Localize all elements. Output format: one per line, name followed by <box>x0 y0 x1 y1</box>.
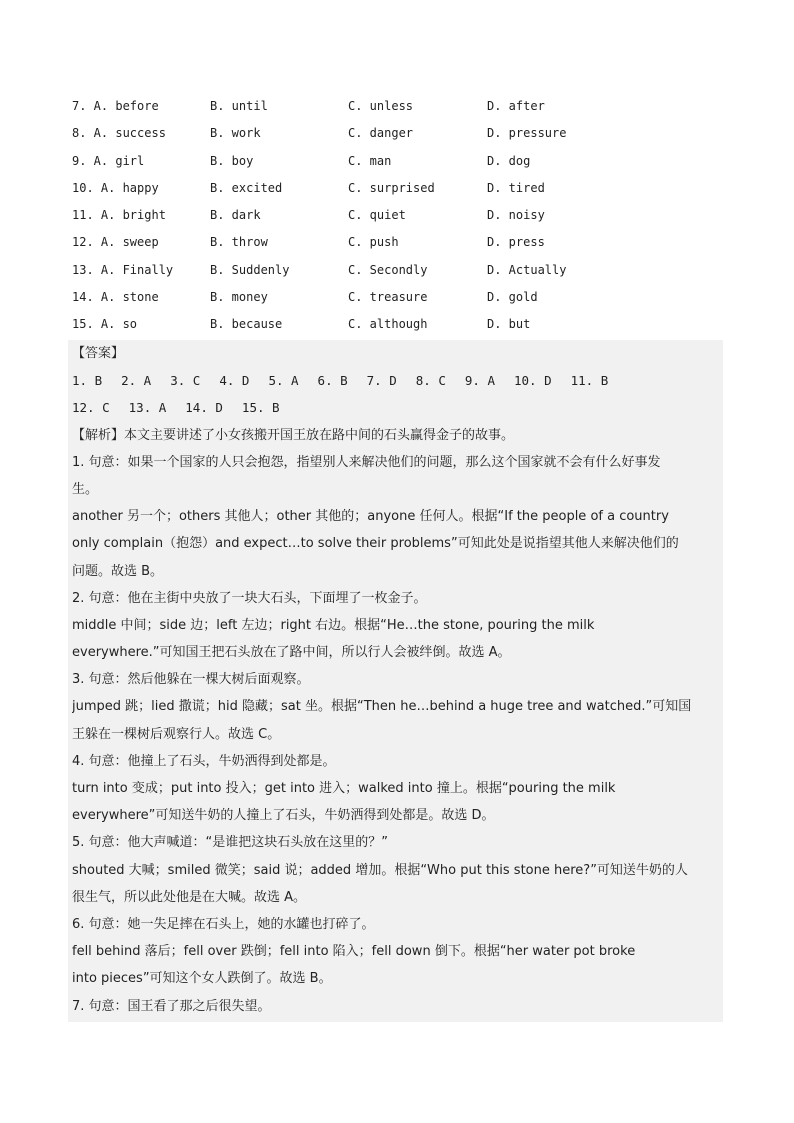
option-d: D. Actually <box>487 262 567 277</box>
option-c: C. push <box>348 235 399 250</box>
option-a: 11. A. bright <box>72 208 166 223</box>
option-b: B. work <box>210 126 261 141</box>
option-b: B. boy <box>210 153 254 168</box>
option-c: C. treasure <box>348 290 428 305</box>
option-c: C. Secondly <box>348 262 428 277</box>
option-b: B. because <box>210 317 283 332</box>
options-table <box>72 96 732 342</box>
option-a: 7. A. before <box>72 99 159 113</box>
option-row <box>72 123 732 150</box>
analysis-line: shouted 大喊；smiled 微笑；said 说；added 增加。根据“Who put this stone here?”可知送牛奶的人 <box>72 862 688 878</box>
option-row <box>72 96 732 123</box>
answer-item: 6. B <box>317 373 348 389</box>
option-a: 8. A. success <box>72 126 166 141</box>
option-c: C. unless <box>348 99 414 113</box>
option-d: D. noisy <box>487 208 545 223</box>
answer-item: 4. D <box>219 373 250 389</box>
analysis-line: jumped 跳；lied 撒谎；hid 隐藏；sat 坐。根据“Then he…behind a huge tree and watched.”可知国 <box>72 699 692 715</box>
analysis-line: another 另一个；others 其他人；other 其他的；anyone 任何人。根据“If the people of a country <box>72 509 669 525</box>
analysis-line: middle 中间；side 边；left 左边；right 右边。根据“He…the stone, pouring the milk <box>72 617 595 633</box>
answer-item: 14. D <box>185 400 223 416</box>
answer-item: 1. B <box>72 373 103 389</box>
analysis-line: 6. 句意：她一失足摔在石头上，她的水罐也打碎了。 <box>72 916 375 932</box>
option-a: 12. A. sweep <box>72 235 159 250</box>
answer-item: 11. B <box>570 373 609 389</box>
option-d: D. gold <box>487 290 538 305</box>
answer-item: 7. D <box>366 373 397 389</box>
answers-row-1 <box>72 367 722 394</box>
option-d: D. press <box>487 235 545 250</box>
answer-item: 12. C <box>72 400 110 416</box>
answer-header: 【答案】 <box>72 346 125 361</box>
analysis-line: 生。 <box>72 481 99 497</box>
option-d: D. after <box>487 99 545 113</box>
option-d: D. dog <box>487 153 531 168</box>
option-c: C. surprised <box>348 180 435 195</box>
analysis-line: into pieces”可知这个女人跌倒了。故选 B。 <box>72 971 332 987</box>
analysis-line: 【解析】本文主要讲述了小女孩搬开国王放在路中间的石头赢得金子的故事。 <box>72 427 515 443</box>
answer-item: 8. C <box>415 373 446 389</box>
option-b: B. dark <box>210 208 261 223</box>
option-row <box>72 205 732 232</box>
analysis-line: 4. 句意：他撞上了石头，牛奶洒得到处都是。 <box>72 753 336 769</box>
answer-item: 15. B <box>241 400 280 416</box>
answer-item: 2. A <box>121 373 152 389</box>
option-c: C. danger <box>348 126 414 141</box>
analysis-line: 很生气，所以此处他是在大喊。故选 A。 <box>72 889 307 905</box>
analysis-line: 问题。故选 B。 <box>72 563 164 579</box>
analysis-line: 2. 句意：他在主街中央放了一块大石头，下面埋了一枚金子。 <box>72 590 427 606</box>
analysis-line: 1. 句意：如果一个国家的人只会抱怨，指望别人来解决他们的问题，那么这个国家就不会有什么好事发 <box>72 454 661 470</box>
analysis-line: turn into 变成；put into 投入；get into 进入；walked into 撞上。根据“pouring the milk <box>72 781 616 797</box>
analysis-line: everywhere”可知送牛奶的人撞上了石头，牛奶洒得到处都是。故选 D。 <box>72 808 495 824</box>
analysis-line: 7. 句意：国王看了那之后很失望。 <box>72 998 271 1014</box>
option-b: B. excited <box>210 180 283 195</box>
option-a: 13. A. Finally <box>72 262 174 277</box>
answers-row-2 <box>72 394 722 421</box>
option-a: 9. A. girl <box>72 153 145 168</box>
analysis-line: everywhere.”可知国王把石头放在了路中间，所以行人会被绊倒。故选 A。 <box>72 645 511 661</box>
analysis-section <box>72 422 722 1020</box>
option-d: D. pressure <box>487 126 567 141</box>
option-row <box>72 314 732 341</box>
option-c: C. man <box>348 153 392 168</box>
option-b: B. throw <box>210 235 268 250</box>
analysis-line: fell behind 落后；fell over 跌倒；fell into 陷入；fell down 倒下。根据“her water pot broke <box>72 944 636 960</box>
option-a: 15. A. so <box>72 317 138 332</box>
answer-item: 13. A <box>128 400 167 416</box>
answer-item: 10. D <box>513 373 552 389</box>
answer-item: 3. C <box>170 373 201 389</box>
analysis-line: 3. 句意：然后他躲在一棵大树后面观察。 <box>72 672 310 688</box>
option-d: D. tired <box>487 180 545 195</box>
option-b: B. until <box>210 99 268 113</box>
option-row <box>72 287 732 314</box>
answer-item: 5. A <box>268 373 299 389</box>
answer-section <box>72 340 722 422</box>
analysis-line: 王躲在一棵树后观察行人。故选 C。 <box>72 726 281 742</box>
option-a: 14. A. stone <box>72 290 159 305</box>
option-row <box>72 232 732 259</box>
analysis-line: only complain（抱怨）and expect…to solve their problems”可知此处是说指望其他人来解决他们的 <box>72 536 679 552</box>
option-b: B. Suddenly <box>210 262 290 277</box>
analysis-line: 5. 句意：他大声喊道：“是谁把这块石头放在这里的？” <box>72 835 389 851</box>
option-row <box>72 178 732 205</box>
answer-item: 9. A <box>464 373 495 389</box>
option-row <box>72 260 732 287</box>
option-c: C. quiet <box>348 208 406 223</box>
option-b: B. money <box>210 290 268 305</box>
option-row <box>72 151 732 178</box>
option-c: C. although <box>348 317 428 332</box>
option-d: D. but <box>487 317 531 332</box>
option-a: 10. A. happy <box>72 180 159 195</box>
